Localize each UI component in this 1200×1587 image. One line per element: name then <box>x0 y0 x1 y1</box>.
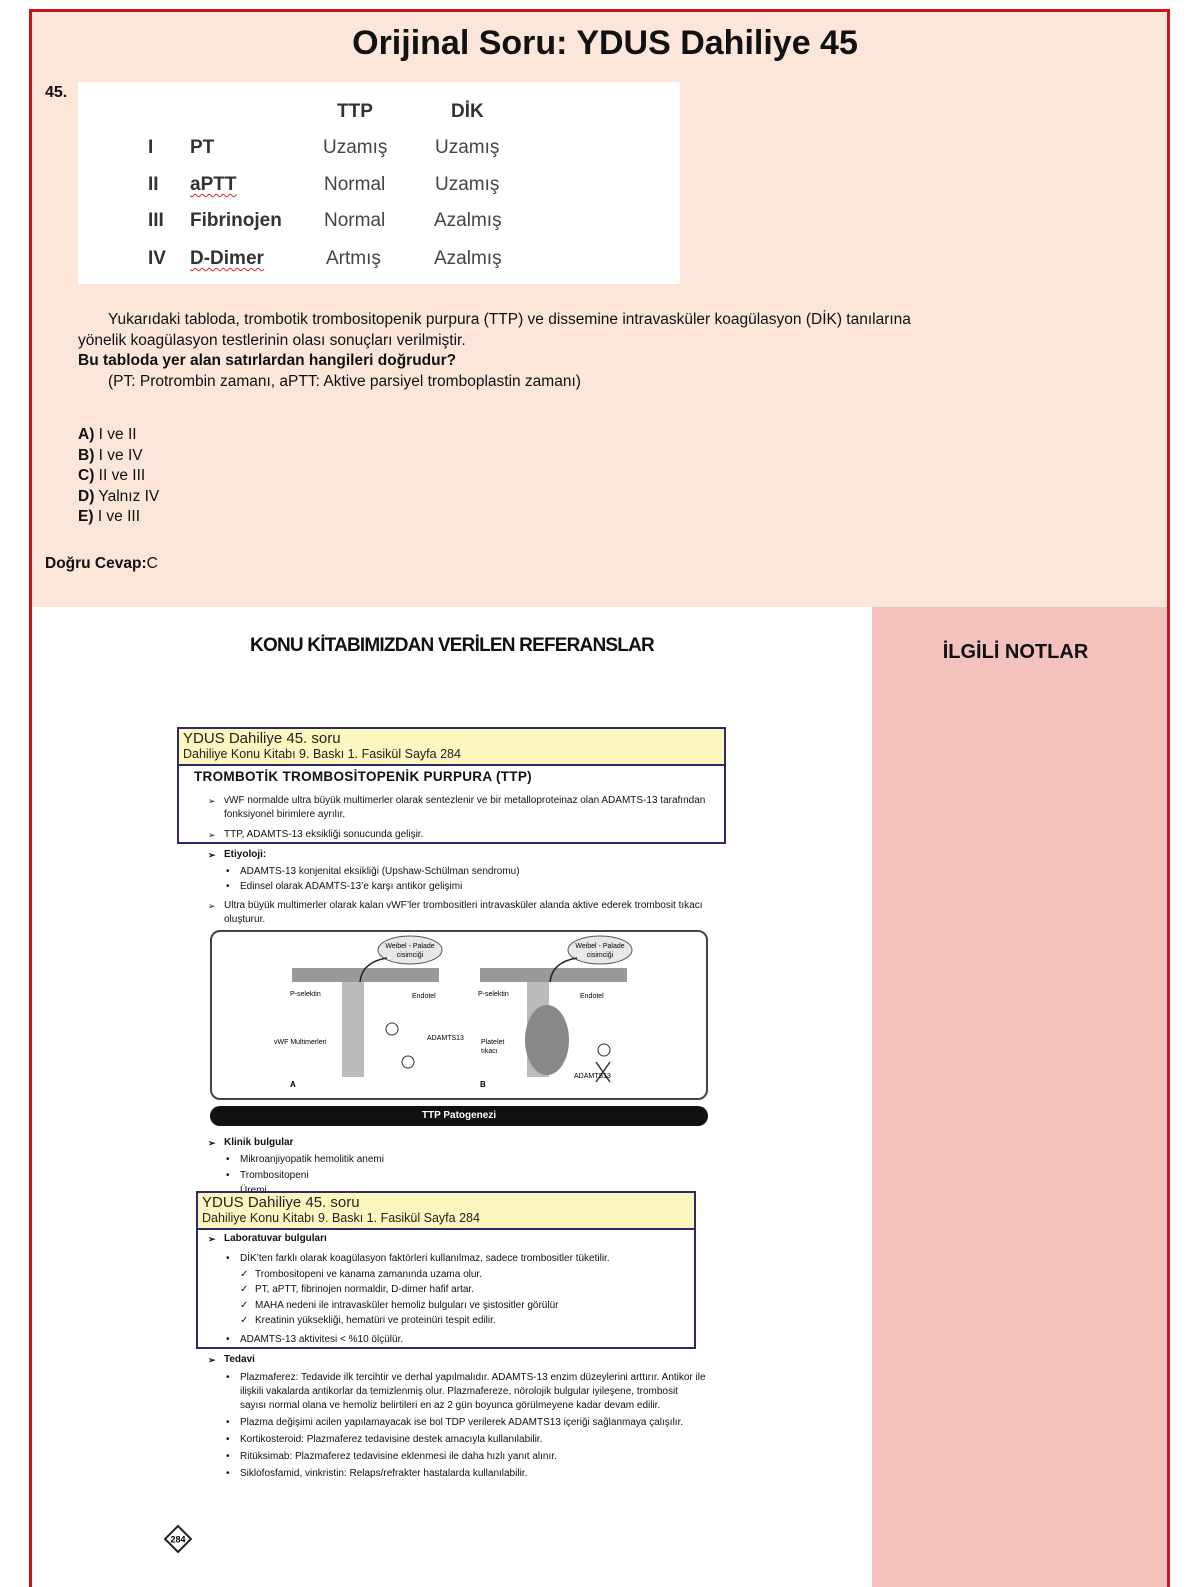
references-title: KONU KİTABIMIZDAN VERİLEN REFERANSLAR <box>250 635 654 656</box>
weibel-label: cisimciği <box>396 952 424 959</box>
row-roman: III <box>148 210 164 231</box>
list-item-continued: sayısı normal olana ve hemoliz belirtileri en az 2 gün boyunca görülmeyene kadar devam edilir. <box>240 1400 661 1411</box>
row-dik-value: Azalmış <box>434 248 502 269</box>
paragraph: ➢ Ultra büyük multimerler olarak kalan vWF’ler trombositleri intravasküler alanda aktive ederek trombosit tıkacı <box>224 899 703 913</box>
paragraph: ➢ vWF normalde ultra büyük multimerler olarak sentezlenir ve bir metalloproteinaz olan ADAMTS-13 tarafından <box>224 794 705 808</box>
list-item: • Trombositopeni <box>240 1169 309 1183</box>
weibel-palade-bubble-b <box>568 936 632 964</box>
option-key: A) <box>78 426 95 443</box>
row-test: Fibrinojen <box>190 210 282 231</box>
list-item: • ADAMTS-13 aktivitesi < %10 ölçülür. <box>240 1333 403 1347</box>
option-text: I ve IV <box>98 446 143 464</box>
pselektin-label: P-selektin <box>478 991 509 998</box>
weibel-label: Weibel - Palade <box>385 943 435 950</box>
option-a[interactable] <box>78 425 159 446</box>
row-ttp-value: Artmış <box>326 248 381 269</box>
reference-box-header <box>198 1193 694 1230</box>
row-dik-value: Uzamış <box>435 137 500 158</box>
option-text: II ve III <box>98 467 146 484</box>
panel-a-label: A <box>290 1080 296 1089</box>
list-item: • Mikroanjiyopatik hemolitik anemi <box>240 1153 384 1167</box>
option-key: C) <box>78 467 95 484</box>
question-table-image <box>78 82 680 284</box>
page-number-badge <box>164 1525 192 1553</box>
platelet-plug <box>525 1005 569 1075</box>
ttp-pathogenesis-figure <box>210 930 708 1100</box>
option-key: B) <box>78 446 95 464</box>
stem-question: Bu tabloda yer alan satırlardan hangileri doğrudur? <box>78 352 457 369</box>
scissors-a2 <box>402 1056 414 1068</box>
reference-box-header <box>179 729 724 766</box>
subheading: ➢ Etiyoloji: <box>224 848 266 862</box>
question-section <box>32 12 1167 607</box>
figure-caption: TTP Patogenezi <box>210 1106 708 1126</box>
option-text: I ve III <box>97 508 141 525</box>
option-text: Yalnız IV <box>98 487 160 505</box>
option-key: D) <box>78 487 95 505</box>
notes-title: İLGİLİ NOTLAR <box>942 641 1089 663</box>
page-title: Orijinal Soru: YDUS Dahiliye 45 <box>352 24 858 62</box>
weibel-label: Weibel - Palade <box>575 943 625 950</box>
endotel-label: Endotel <box>580 993 604 1000</box>
reference-box-1 <box>177 727 726 844</box>
pselektin-label: P-selektin <box>290 991 321 998</box>
weibel-palade-bubble-a <box>378 936 442 964</box>
list-item: • DİK’ten farklı olarak koagülasyon faktörleri kullanılmaz, sadece trombositler tüketilir. <box>240 1252 610 1266</box>
table-header-ttp: TTP <box>337 101 373 122</box>
correct-answer <box>45 555 158 573</box>
reference-box-source: Dahiliye Konu Kitabı 9. Baskı 1. Fasikül Sayfa 284 <box>183 747 461 761</box>
question-stem <box>78 310 1078 392</box>
reference-box-title: YDUS Dahiliye 45. soru <box>183 730 341 747</box>
option-d[interactable] <box>78 487 159 508</box>
option-text: I ve II <box>98 426 137 443</box>
check-item: ✓ Kreatinin yüksekliği, hematüri ve proteinüri tespit edilir. <box>255 1314 496 1328</box>
option-c[interactable] <box>78 466 159 487</box>
vwf-label: vWF Multimerleri <box>274 1039 327 1046</box>
weibel-label: cisimciği <box>586 952 614 959</box>
adamts-label: ADAMTS13 <box>427 1035 464 1042</box>
reference-box-source: Dahiliye Konu Kitabı 9. Baskı 1. Fasikül Sayfa 284 <box>202 1211 480 1225</box>
row-test: aPTT <box>190 174 237 195</box>
question-number: 45. <box>45 84 68 101</box>
pathogenesis-diagram <box>212 932 710 1102</box>
vwf-multimer-a <box>342 982 364 1077</box>
option-b[interactable] <box>78 446 159 467</box>
stem-line: Yukarıdaki tabloda, trombotik trombositopenik purpura (TTP) ve dissemine intravasküler koagülasyon (DİK) tanılarına <box>108 311 911 328</box>
paragraph: ➢ TTP, ADAMTS-13 eksikliği sonucunda gelişir. <box>224 828 423 842</box>
row-test: D-Dimer <box>190 248 264 269</box>
table-header-dik: DİK <box>451 101 484 122</box>
subheading: ➢ Klinik bulgular <box>224 1136 293 1150</box>
check-item: ✓ PT, aPTT, fibrinojen normaldir, D-dimer hafif artar. <box>255 1283 474 1297</box>
answer-value: C <box>146 555 158 572</box>
answer-options <box>78 425 159 528</box>
check-item: ✓ Trombositopeni ve kanama zamanında uzama olur. <box>255 1268 482 1282</box>
row-ttp-value: Normal <box>324 174 386 195</box>
platelet-label: Platelet <box>481 1039 505 1046</box>
section-title: TROMBOTİK TROMBOSİTOPENİK PURPURA (TTP) <box>194 769 532 784</box>
list-item: • Siklofosfamid, vinkristin: Relaps/refrakter hastalarda kullanılabilir. <box>240 1467 527 1481</box>
row-roman: II <box>148 174 159 195</box>
option-key: E) <box>78 508 94 525</box>
option-e[interactable] <box>78 507 159 528</box>
list-item: • Plazmaferez: Tedavide ilk tercihtir ve derhal yapılmalıdır. ADAMTS-13 enzim düzeylerini arttırır. Antikor ile <box>240 1371 706 1385</box>
row-roman: IV <box>148 248 166 269</box>
subheading: ➢ Tedavi <box>224 1353 255 1367</box>
endotel-label: Endotel <box>412 993 436 1000</box>
list-item: • Kortikosteroid: Plazmaferez tedavisine destek amacıyla kullanılabilir. <box>240 1433 542 1447</box>
scissors-b <box>598 1044 610 1056</box>
list-item: • Edinsel olarak ADAMTS-13’e karşı antikor gelişimi <box>240 880 462 894</box>
panel-b-label: B <box>480 1080 486 1089</box>
paragraph: fonksiyonel birimlere ayrılır. <box>224 809 346 820</box>
notes-section <box>872 607 1167 1587</box>
scissors-a1 <box>386 1023 398 1035</box>
list-item: • Üremi <box>240 1184 267 1192</box>
subheading: ➢ Laboratuvar bulguları <box>224 1232 327 1246</box>
reference-book-page <box>175 727 735 1557</box>
list-item: • Plazma değişimi acilen yapılamayacak ise bol TDP verilerek ADAMTS13 içeriği sağlanmaya çalışılır. <box>240 1416 683 1430</box>
row-ttp-value: Uzamış <box>323 137 388 158</box>
page-number: 284 <box>170 1534 186 1545</box>
list-item-continued: ilişkili vakalarda antikorlar da temizlenmiş olur. Plazmafereze, nörolojik bulgular iyileşene, trombosit <box>240 1386 678 1397</box>
adamts-label: ADAMTS13 <box>574 1073 611 1080</box>
paragraph: oluşturur. <box>224 914 266 925</box>
list-item: • Ritüksimab: Plazmaferez tedavisine eklenmesi ile daha hızlı yanıt alınır. <box>240 1450 557 1464</box>
list-item: • ADAMTS-13 konjenital eksikliği (Upshaw-Schülman sendromu) <box>240 865 520 879</box>
check-item: ✓ MAHA nedeni ile intravasküler hemoliz bulguları ve şistositler görülür <box>255 1299 558 1313</box>
answer-label: Doğru Cevap: <box>45 555 147 572</box>
endothelium-panel-a <box>292 968 439 982</box>
row-ttp-value: Normal <box>324 210 386 231</box>
row-test: PT <box>190 137 215 158</box>
stem-line: yönelik koagülasyon testlerinin olası sonuçları verilmiştir. <box>78 331 466 349</box>
stem-note: (PT: Protrombin zamanı, aPTT: Aktive parsiyel tromboplastin zamanı) <box>108 372 581 390</box>
platelet-label: tıkacı <box>481 1048 498 1055</box>
row-dik-value: Azalmış <box>434 210 502 231</box>
row-dik-value: Uzamış <box>435 174 500 195</box>
reference-box-title: YDUS Dahiliye 45. soru <box>202 1194 360 1211</box>
row-roman: I <box>148 137 154 158</box>
